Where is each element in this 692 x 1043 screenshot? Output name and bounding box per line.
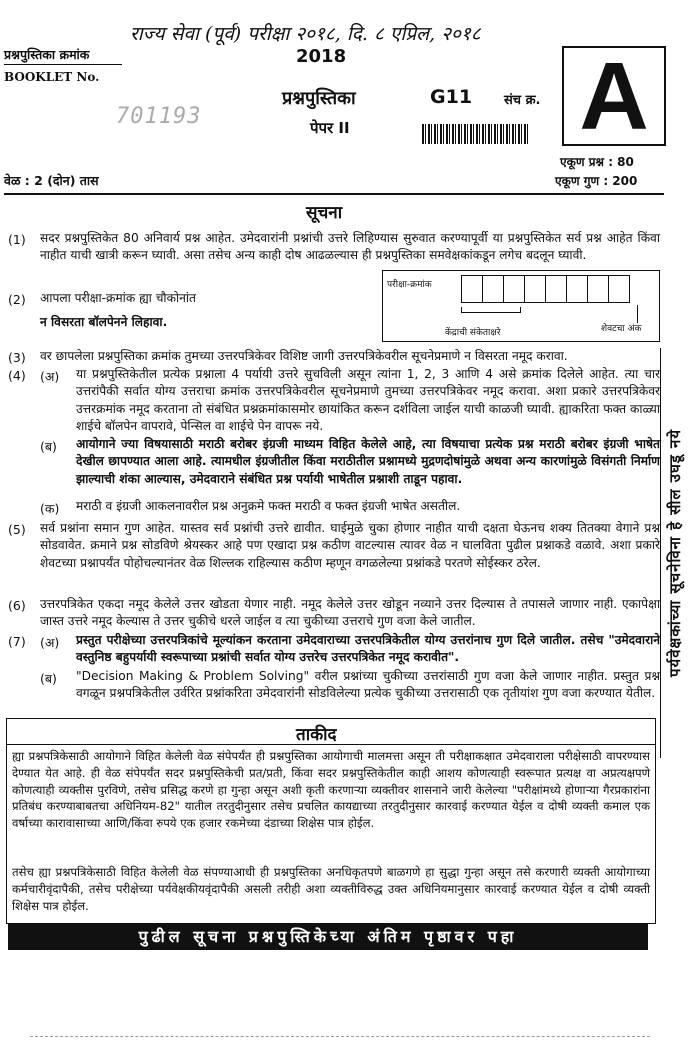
center-code-bracket — [461, 307, 521, 313]
booklet-label-divider — [4, 64, 122, 65]
warning-paragraph-1: ह्या प्रश्नपत्रिकेसाठी आयोगाने विहित केलेली वेळ संपेपर्यंत ही प्रश्नपुस्तिका आयोगाची मालमत्ता असून ती परीक्षाकक्षात उमेदवाराला परीक्षेसाठी वापरण्यास देण्यात येत आहे. ही वेळ संपेपर्यंत सदर प्रश्नपुस्तिकेची प्रत/प्रती, किंवा सदर प्रश्नपुस्तिकेतील काही आशय कोणत्याही स्वरूपात प्रत्यक्ष वा अप्रत्यक्षपणे कोणत्याही व्यक्तीस पुरविणे, तसेच प्रसिद्ध करणे हा गुन्हा असून अशी कृती करणाऱ्या व्यक्तीवर शासनाने जारी केलेल्या "परीक्षांमध्ये होणाऱ्या गैरप्रकारांना प्रतिबंध करण्याबाबतचा अधिनियम-82" यातील तरतुदीनुसार तसेच प्रचलित कायद्याच्या तरतुदीनुसार कारवाई करण्यात येईल व दोषी व्यक्ती कमाल एक वर्षाच्या कारावासाच्या आणि/किंवा रुपये एक हजार रकमेच्या दंडाच्या शिक्षेस पात्र होईल. — [12, 749, 650, 831]
exam-number-cell[interactable] — [461, 275, 483, 303]
instruction-3: वर छापलेला प्रश्नपुस्तिका क्रमांक तुमच्या उत्तरपत्रिकेवर विशिष्ट जागी उत्तरपत्रिकेवरील सूचनेप्रमाणे न विसरता नमूद करावा. — [40, 349, 568, 363]
instruction-2-continued: न विसरता बॉलपेनने लिहावा. — [40, 315, 168, 329]
header-divider — [4, 193, 664, 195]
total-marks: एकूण गुण : 200 — [555, 174, 638, 188]
instruction-4a: या प्रश्नपुस्तिकेतील प्रत्येक प्रश्नाला 4 पर्यायी उत्तरे सुचविली असून त्यांना 1, 2, 3 आणि 4 असे क्रमांक दिलेले आहेत. त्या चार उत्तरांपैकी सर्वात योग्य उत्तराचा क्रमांक उत्तरपत्रिकेवरील सूचनेप्रमाणे तुमच्या उत्तरपत्रिकेवर नमूद करावा. अशा प्रकारे उत्तरपत्रिकेवर उत्तरक्रमांक नमूद करताना तो संबंधित प्रश्नक्रमांकासमोर छायांकित करून दर्शविला जाईल याची काळजी घ्यावी. ह्याकरिता फक्त काळ्या शाईचे बॉलपेन वापरावे, पेन्सिल वा शाईचे पेन वापरू नये. — [76, 367, 660, 433]
booklet-title: प्रश्नपुस्तिका — [282, 88, 356, 109]
instruction-4c: मराठी व इंग्रजी आकलनावरील प्रश्न अनुक्रमे फक्त मराठी व फक्त इंग्रजी भाषेत असतील. — [76, 499, 461, 513]
handwritten-note: राज्य सेवा (पूर्व) परीक्षा २०१८, दि. ८ एप्रिल, २०१८ — [130, 23, 481, 45]
last-digit-label: शेवटचा अंक — [601, 324, 642, 334]
warning-paragraph-2: तसेच ह्या प्रश्नपत्रिकेसाठी विहित केलेली वेळ संपण्याआधी ही प्रश्नपुस्तिका अनधिकृतपणे बाळगणे हा सुद्धा गुन्हा असून तसे करणारी व्यक्ती आयोगाच्या कर्मचारीवृंदापैकी, तसेच परीक्षेच्या पर्यवेक्षकीयवृंदापैकी असली तरीही अशा व्यक्तीविरुद्ध उक्त अधिनियमानुसार कारवाई करण्यात येईल व दोषी व्यक्ती शिक्षेस पात्र होईल. — [12, 865, 650, 913]
instruction-number: (2) — [8, 292, 26, 307]
total-questions: एकूण प्रश्न : 80 — [560, 155, 634, 169]
set-label: संच क्र. — [504, 93, 541, 108]
seal-note: पर्यवेक्षकांच्या सूचनेविना हे सील उघडू नये — [666, 428, 684, 678]
instruction-1: सदर प्रश्नपुस्तिकेत 80 अनिवार्य प्रश्न आहेत. उमेदवारांनी प्रश्नांची उत्तरे लिहिण्यास सुरुवात करण्यापूर्वी या प्रश्नपुस्तिकेत सर्व प्रश्न आहेत किंवा नाहीत याची खात्री करून घ्यावी. असा तसेच अन्य काही दोष आढळल्यास ही प्रश्नपुस्तिका समवेक्षकांकडून लगेच बदलून घ्यावी. — [40, 231, 660, 263]
booklet-number: 701193 — [116, 104, 202, 129]
year: 2018 — [296, 46, 347, 67]
warning-divider — [6, 744, 656, 745]
paper-label: पेपर II — [310, 119, 350, 137]
series-code: G11 — [430, 86, 473, 108]
seal-strip — [660, 348, 688, 758]
booklet-no-label-english: BOOKLET No. — [4, 70, 100, 84]
exam-number-cell[interactable] — [587, 275, 609, 303]
instruction-sub-label: (अ) — [40, 369, 60, 384]
instruction-4b: आयोगाने ज्या विषयासाठी मराठी बरोबर इंग्रजी माध्यम विहित केलेले आहे, त्या विषयाचा प्रत्येक प्रश्न मराठी बरोबर इंग्रजी भाषेत देखील छापण्यात आला आहे. त्यामधील इंग्रजीतील किंवा मराठीतील प्रश्नामध्ये मुद्रणदोषांमुळे अथवा अन्य कारणांमुळे विसंगती निर्माण झाल्याची शंका आल्यास, उमेदवाराने संबंधित प्रश्न पर्यायी भाषेतील प्रश्नाशी ताडून पहावा. — [76, 437, 660, 486]
exam-number-cell[interactable] — [545, 275, 567, 303]
center-code-label: केंद्राची संकेताक्षरे — [445, 328, 501, 338]
set-letter: A — [579, 43, 649, 150]
time-allowed: वेळ : 2 (दोन) तास — [4, 173, 99, 188]
instruction-sub-label: (ब) — [40, 439, 57, 454]
instruction-7a: प्रस्तुत परीक्षेच्या उत्तरपत्रिकांचे मूल्यांकन करताना उमेदवाराच्या उत्तरपत्रिकेतील योग्य उत्तरांनाच गुण दिले जातील. तसेच "उमेदवाराने वस्तुनिष्ठ बहुपर्यायी स्वरूपाच्या प्रश्नांची सर्वात योग्य उत्तरेच उत्तरपत्रिकेत नमूद करावीत". — [76, 633, 660, 665]
exam-number-cell[interactable] — [482, 275, 504, 303]
instruction-number: (1) — [8, 232, 26, 247]
next-instructions-banner: पुढील सूचना प्रश्नपुस्तिकेच्या अंतिम पृष्ठावर पहा — [8, 924, 648, 950]
exam-number-cell[interactable] — [608, 275, 630, 303]
instruction-5: सर्व प्रश्नांना समान गुण आहेत. यास्तव सर्व प्रश्नांची उत्तरे द्यावीत. घाईमुळे चुका होणार नाहीत याची दक्षता घेऊनच शक्य तितक्या वेगाने प्रश्न सोडवावेत. क्रमाने प्रश्न सोडविणे श्रेयस्कर आहे पण एखादा प्रश्न कठीण वाटल्यास त्यावर वेळ न घालविता पुढील प्रश्नाकडे वळावे. अशा प्रकारे शेवटच्या प्रश्नापर्यंत पोहोचल्यानंतर वेळ शिल्लक राहिल्यास कठीण म्हणून वगळलेल्या प्रश्नांकडे परतणे सोईस्कर ठरेल. — [40, 521, 660, 570]
instruction-6: उत्तरपत्रिकेत एकदा नमूद केलेले उत्तर खोडता येणार नाही. नमूद केलेले उत्तर खोडून नव्याने उत्तर दिल्यास ते तपासले जाणार नाही. एकापेक्षा जास्त उत्तरे नमूद केल्यास ते उत्तर चुकीचे धरले जाईल व त्या चुकीच्या उत्तराचे गुण वजा केले जातील. — [40, 597, 660, 629]
exam-number-label: परीक्षा-क्रमांक — [387, 280, 432, 290]
instruction-sub-label: (अ) — [40, 635, 60, 650]
set-letter-box — [562, 43, 666, 150]
instruction-sub-label: (क) — [40, 501, 60, 516]
exam-number-box — [382, 270, 660, 342]
instruction-number: (5) — [8, 522, 26, 537]
instruction-number: (3) — [8, 350, 26, 365]
warning-heading: ताकीद — [296, 725, 337, 745]
instruction-number: (7) — [8, 634, 26, 649]
instruction-sub-label: (ब) — [40, 671, 57, 686]
instruction-2: आपला परीक्षा-क्रमांक ह्या चौकोनांत — [40, 291, 196, 305]
instructions-heading: सूचना — [306, 203, 343, 223]
exam-number-cell[interactable] — [524, 275, 546, 303]
instruction-7b: "Decision Making & Problem Solving" वरील प्रश्नांच्या चुकीच्या उत्तरांसाठी गुण वजा केले जाणार नाहीत. प्रस्तुत प्रश्न वगळून प्रश्नपत्रिकेतील उर्वरित प्रश्नांकरिता उमेदवारांनी सोडविलेल्या प्रत्येक चुकीच्या उत्तरासाठी एक तृतीयांश गुण वजा करण्यात येतील. — [76, 669, 660, 701]
exam-number-cell[interactable] — [503, 275, 525, 303]
exam-number-cells[interactable] — [461, 275, 637, 303]
exam-number-cell[interactable] — [566, 275, 588, 303]
instruction-number: (6) — [8, 598, 26, 613]
booklet-no-label-marathi: प्रश्नपुस्तिका क्रमांक — [4, 47, 90, 62]
barcode — [422, 124, 530, 144]
bottom-edge — [30, 1036, 650, 1037]
instruction-number: (4) — [8, 368, 26, 383]
